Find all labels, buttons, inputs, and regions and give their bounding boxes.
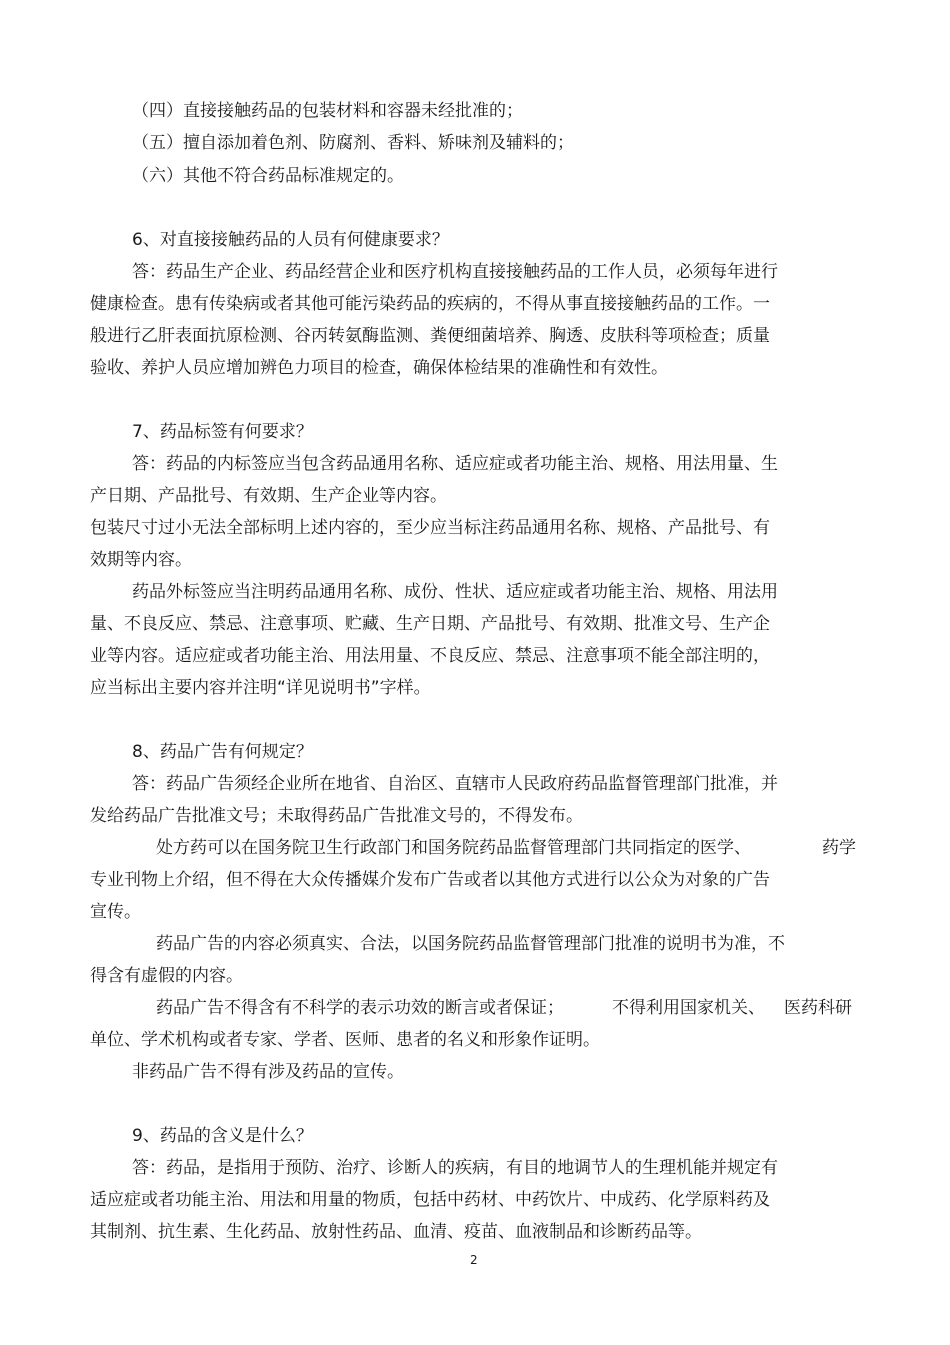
question-heading: 7、药品标签有何要求？	[132, 422, 313, 442]
answer-line: 答：药品生产企业、药品经营企业和医疗机构直接接触药品的工作人员，必须每年进行	[132, 262, 778, 282]
answer-line: 药品外标签应当注明药品通用名称、成份、性状、适应症或者功能主治、规格、用法用	[132, 582, 778, 602]
answer-line: 健康检查。患有传染病或者其他可能污染药品的疾病的，不得从事直接接触药品的工作。一	[90, 294, 770, 314]
answer-line: 答：药品的内标签应当包含药品通用名称、适应症或者功能主治、规格、用法用量、生	[132, 454, 778, 474]
answer-line: 业等内容。适应症或者功能主治、用法用量、不良反应、禁忌、注意事项不能全部注明的，	[90, 646, 770, 666]
answer-line: 量、不良反应、禁忌、注意事项、贮藏、生产日期、产品批号、有效期、批准文号、生产企	[90, 614, 770, 634]
answer-line: 效期等内容。	[90, 550, 192, 570]
answer-line: 药品广告的内容必须真实、合法，以国务院药品监督管理部门批准的说明书为准，不	[156, 934, 785, 954]
answer-line: 非药品广告不得有涉及药品的宣传。	[132, 1062, 404, 1082]
answer-line: 药学	[822, 838, 856, 858]
question-heading: 9、药品的含义是什么？	[132, 1126, 313, 1146]
answer-line: 包装尺寸过小无法全部标明上述内容的，至少应当标注药品通用名称、规格、产品批号、有	[90, 518, 770, 538]
list-item: （四）直接接触药品的包装材料和容器未经批准的；	[132, 101, 523, 121]
question-heading: 6、对直接接触药品的人员有何健康要求？	[132, 230, 449, 250]
answer-line: 应当标出主要内容并注明“详见说明书”字样。	[90, 678, 431, 698]
list-item: （五）擅自添加着色剂、防腐剂、香料、矫味剂及辅料的；	[132, 133, 574, 153]
list-item: （六）其他不符合药品标准规定的。	[132, 166, 404, 186]
answer-line: 专业刊物上介绍，但不得在大众传播媒介发布广告或者以其他方式进行以公众为对象的广告	[90, 870, 770, 890]
answer-line: 发给药品广告批准文号；未取得药品广告批准文号的，不得发布。	[90, 806, 583, 826]
page-number: 2	[470, 1253, 478, 1267]
answer-line: 其制剂、抗生素、生化药品、放射性药品、血清、疫苗、血液制品和诊断药品等。	[90, 1222, 702, 1242]
answer-line: 宣传。	[90, 902, 141, 922]
answer-line: 般进行乙肝表面抗原检测、谷丙转氨酶监测、粪便细菌培养、胸透、皮肤科等项检查；质量	[90, 326, 770, 346]
answer-line: 药品广告不得含有不科学的表示功效的断言或者保证；	[156, 998, 564, 1018]
answer-line: 处方药可以在国务院卫生行政部门和国务院药品监督管理部门共同指定的医学、	[156, 838, 751, 858]
answer-line: 医药科研	[784, 998, 852, 1018]
answer-line: 适应症或者功能主治、用法和用量的物质，包括中药材、中药饮片、中成药、化学原料药及	[90, 1190, 770, 1210]
answer-line: 答：药品广告须经企业所在地省、自治区、直辖市人民政府药品监督管理部门批准，并	[132, 774, 778, 794]
answer-line: 单位、学术机构或者专家、学者、医师、患者的名义和形象作证明。	[90, 1030, 600, 1050]
answer-line: 得含有虚假的内容。	[90, 966, 243, 986]
answer-line: 不得利用国家机关、	[612, 998, 765, 1018]
question-heading: 8、药品广告有何规定？	[132, 742, 313, 762]
answer-line: 产日期、产品批号、有效期、生产企业等内容。	[90, 486, 447, 506]
answer-line: 验收、养护人员应增加辨色力项目的检查，确保体检结果的准确性和有效性。	[90, 358, 668, 378]
answer-line: 答：药品，是指用于预防、治疗、诊断人的疾病，有目的地调节人的生理机能并规定有	[132, 1158, 778, 1178]
